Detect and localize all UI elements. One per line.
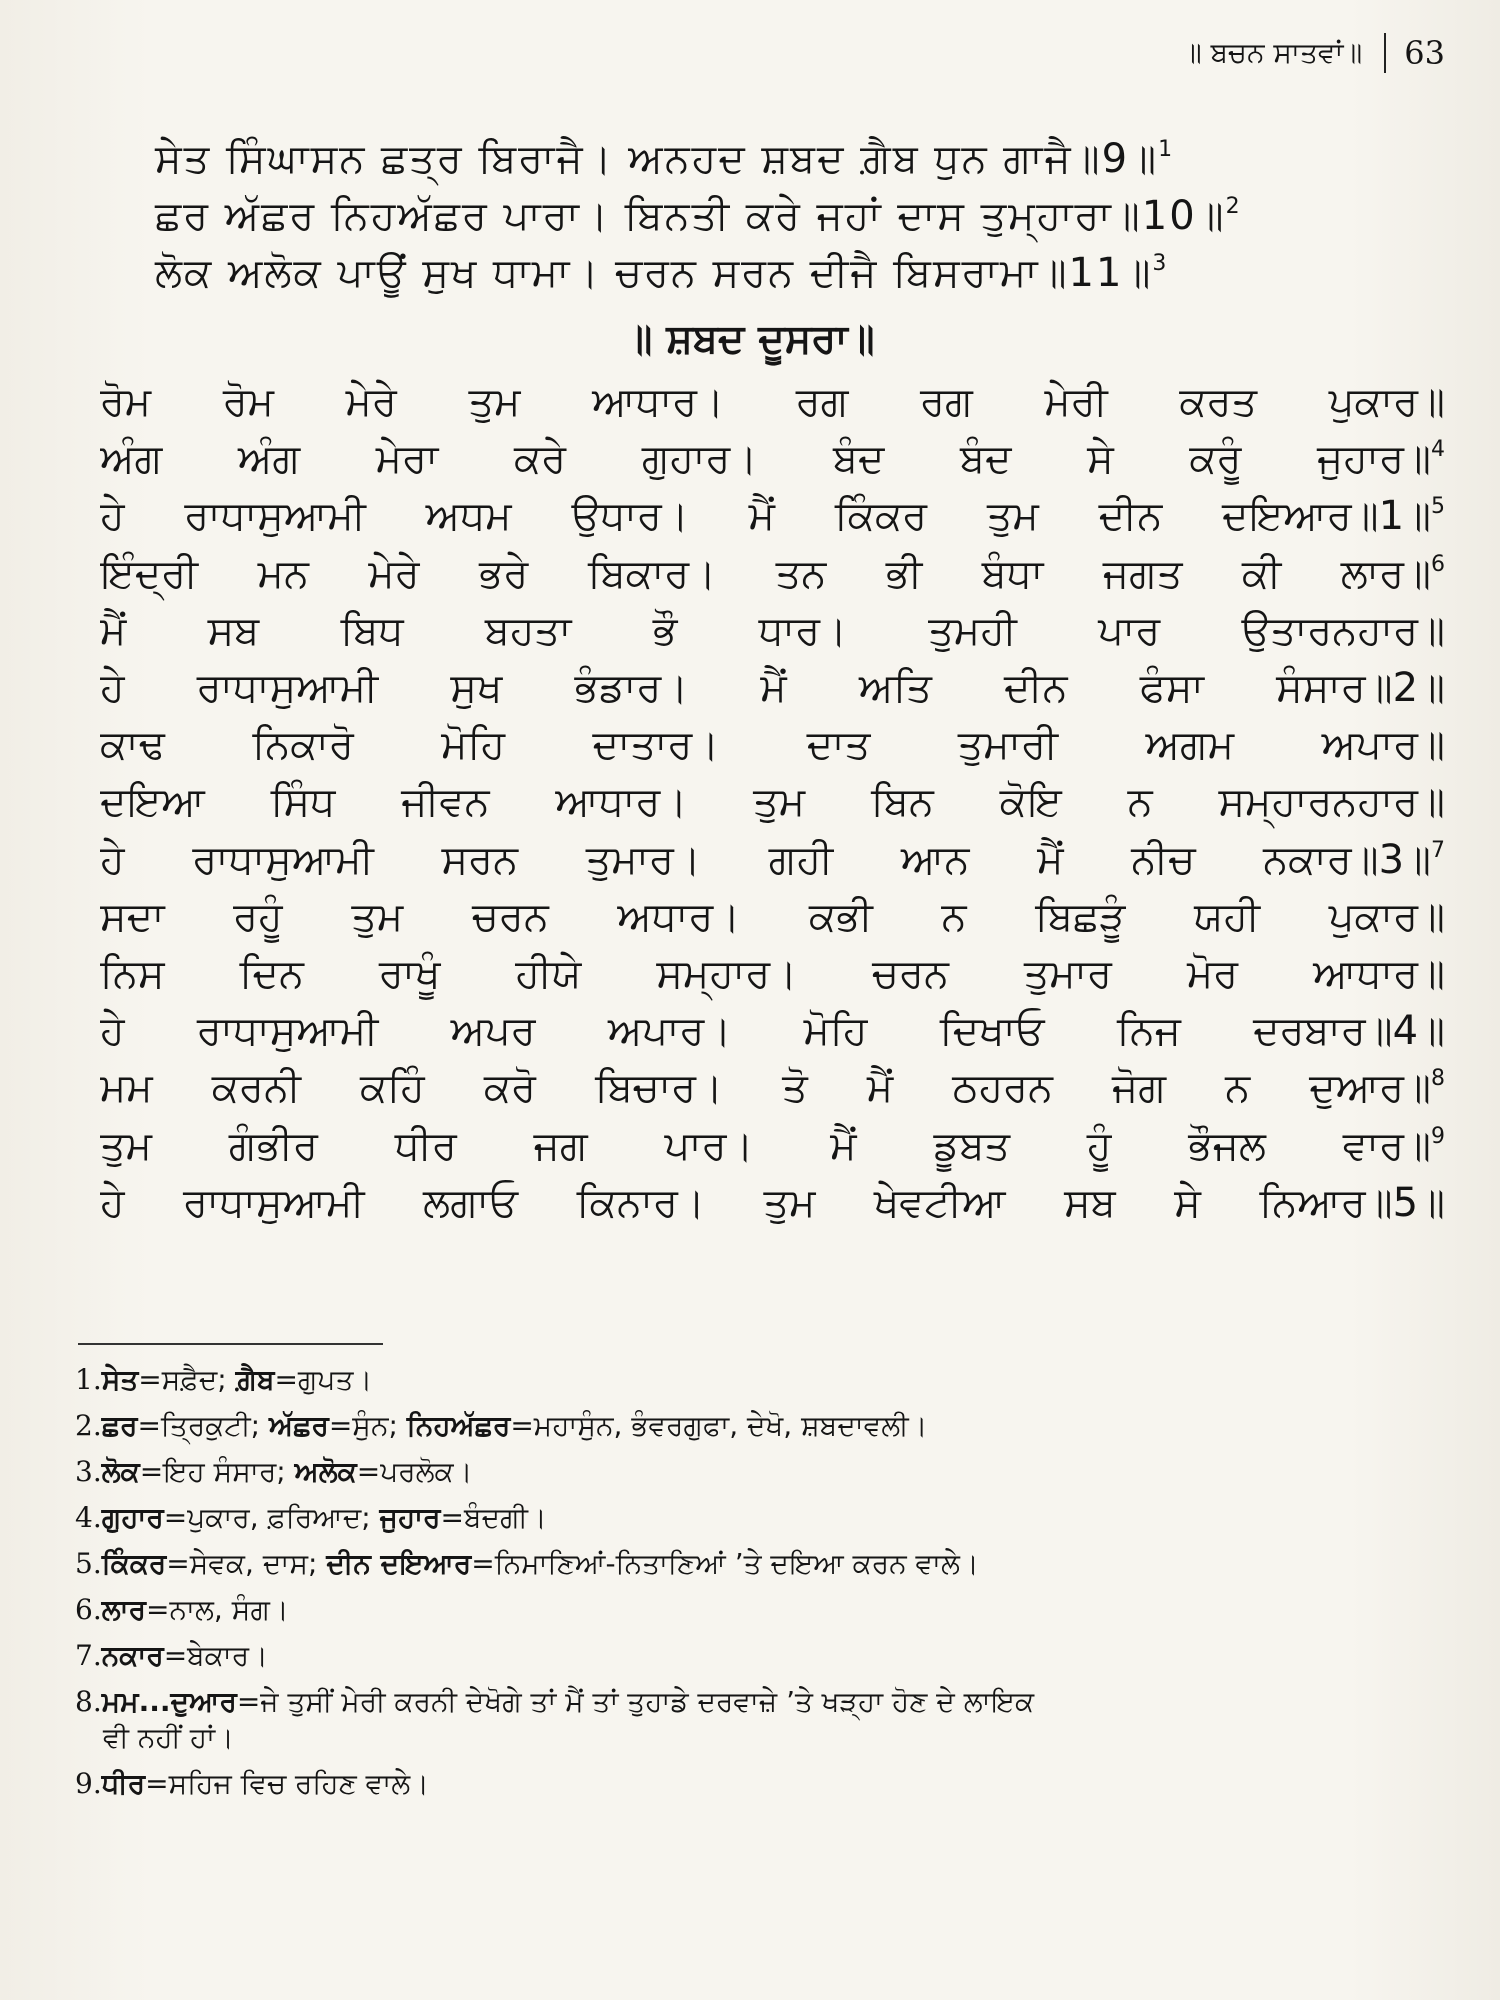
verse-text: ਹੇ ਰਾਧਾਸੁਆਮੀ ਅਪਰ ਅਪਾਰ। ਮੋਹਿ ਦਿਖਾਓ ਨਿਜ ਦਰਬਾਰ॥4॥ [100,1008,1445,1054]
verse-line [100,602,1445,660]
footnote-term: ਨਕਾਰ [101,1639,164,1672]
footnote-number: 9. [75,1767,102,1800]
footnote-definition: =ਮਹਾਸੁੰਨ, ਭੰਵਰਗੁਫਾ, ਦੇਖੋ, ਸ਼ਬਦਾਵਲੀ। [510,1409,928,1442]
footnote-number: 8. [75,1685,102,1718]
footnote-term: ਦੀਨ ਦਇਆਰ [326,1547,472,1580]
footnote-term: ਲੋਕ [101,1455,140,1488]
footnote-definition: =ਪਰਲੋਕ। [356,1455,473,1488]
page-number: 63 [1404,34,1445,72]
footnote-continuation: ਵੀ ਨਹੀਂ ਹਾਂ। [103,1721,234,1754]
footnote-ref: 4 [1431,437,1445,462]
footnote-term: ਮਮ...ਦੁਆਰ [101,1685,237,1718]
verse-line-intro [155,187,1385,245]
footnote-ref: 5 [1431,494,1445,519]
footnote-ref: 8 [1431,1066,1445,1091]
footnote-definition: =ਇਹ ਸੰਸਾਰ; [139,1455,295,1488]
footnote-number: 5. [75,1547,102,1580]
verse-line [100,430,1445,488]
verse-line [100,716,1445,774]
footnote-term: ਛਰ [101,1409,138,1442]
verse-line [100,888,1445,946]
verse-text: ਮਮ ਕਰਨੀ ਕਹਿੰ ਕਰੋ ਬਿਚਾਰ। ਤੋ ਮੈਂ ਠਹਰਨ ਜੋਗ ਨ ਦੁਆਰ॥ [100,1065,1431,1111]
footnote-number: 6. [75,1593,102,1626]
footnote-definition: =ਸੁੰਨ; [328,1409,407,1442]
verse-line-intro [155,130,1385,188]
verse-line [100,1117,1445,1175]
verse-line [100,659,1445,717]
verse-text: ਕਾਢ ਨਿਕਾਰੋ ਮੋਹਿ ਦਾਤਾਰ। ਦਾਤ ਤੁਮਾਰੀ ਅਗਮ ਅਪਾਰ॥ [100,722,1445,768]
footnote-number: 7. [75,1639,102,1672]
footnote-term: ਲਾਰ [101,1593,147,1626]
verse-line [100,1174,1445,1232]
footnote-definition: =ਬੇਕਾਰ। [163,1639,268,1672]
verse-text: ਸਦਾ ਰਹੂੰ ਤੁਮ ਚਰਨ ਅਧਾਰ। ਕਭੀ ਨ ਬਿਛੜੂੰ ਯਹੀ ਪੁਕਾਰ॥ [100,894,1445,940]
verse-text: ਨਿਸ ਦਿਨ ਰਾਖੂੰ ਹੀਯੇ ਸਮ੍ਹਾਰ। ਚਰਨ ਤੁਮਾਰ ਮੋਰ ਆਧਾਰ॥ [100,951,1445,997]
footnote-ref: 9 [1431,1124,1445,1149]
footnotes [75,1362,1455,1812]
chapter-title: ॥ ਬਚਨ ਸਾਤਵਾਂ॥ [1182,36,1363,69]
footnote-item [75,1766,1455,1802]
verse-line [100,1002,1445,1060]
footnote-term: ਅੱਛਰ [269,1409,329,1442]
footnote-item [75,1546,1455,1582]
verse-line [100,773,1445,831]
verse-line [100,1059,1445,1117]
footnote-number: 4. [75,1501,102,1534]
footnote-definition: =ਸਫ਼ੈਦ; [138,1363,236,1396]
verse-text: ਰੋਮ ਰੋਮ ਮੇਰੇ ਤੁਮ ਆਧਾਰ। ਰਗ ਰਗ ਮੇਰੀ ਕਰਤ ਪੁਕਾਰ॥ [100,379,1445,425]
verse-text: ਲੋਕ ਅਲੋਕ ਪਾਊਂ ਸੁਖ ਧਾਮਾ। ਚਰਨ ਸਰਨ ਦੀਜੈ ਬਿਸਰਾਮਾ॥11॥ [155,250,1153,296]
footnote-definition: =ਗੁਪਤ। [274,1363,373,1396]
verse-text: ਅੰਗ ਅੰਗ ਮੇਰਾ ਕਰੇ ਗੁਹਾਰ। ਬੰਦ ਬੰਦ ਸੇ ਕਰੂੰ ਜੁਹਾਰ॥ [100,436,1431,482]
footnote-definition: =ਨਾਲ, ਸੰਗ। [146,1593,289,1626]
footnote-number: 3. [75,1455,102,1488]
footnote-ref: 7 [1431,838,1445,863]
verse-text: ਹੇ ਰਾਧਾਸੁਆਮੀ ਲਗਾਓ ਕਿਨਾਰ। ਤੁਮ ਖੇਵਟੀਆ ਸਬ ਸੇ ਨਿਆਰ॥5॥ [100,1180,1445,1226]
footnote-term: ਗੁਹਾਰ [101,1501,164,1534]
footnote-ref: 3 [1152,251,1169,276]
footnote-item [75,1408,1455,1444]
verse-line [100,487,1445,545]
running-header [1183,28,1445,78]
footnote-definition: =ਪੁਕਾਰ, ਫ਼ਰਿਆਦ; [163,1501,380,1534]
footnote-definition: =ਜੇ ਤੁਸੀਂ ਮੇਰੀ ਕਰਨੀ ਦੇਖੋਗੇ ਤਾਂ ਮੈਂ ਤਾਂ ਤੁਹਾਡੇ ਦਰਵਾਜ਼ੇ ’ਤੇ ਖੜ੍ਹਾ ਹੋਣ ਦੇ ਲਾਇਕ [236,1685,1035,1718]
footnote-term: ਅਲੋਕ [294,1455,357,1488]
footnote-definition: =ਸਹਿਜ ਵਿਚ ਰਹਿਣ ਵਾਲੇ। [145,1767,430,1800]
verse-text: ਮੈਂ ਸਬ ਬਿਧ ਬਹਤਾ ਭੌ ਧਾਰ। ਤੁਮਹੀ ਪਾਰ ਉਤਾਰਨਹਾਰ॥ [100,608,1445,654]
verse-line [100,373,1445,431]
verse-text: ਸੇਤ ਸਿੰਘਾਸਨ ਛਤ੍ਰ ਬਿਰਾਜੈ। ਅਨਹਦ ਸ਼ਬਦ ਗ਼ੈਬ ਧੁਨ ਗਾਜੈ॥9॥ [155,136,1159,182]
verse-line [100,545,1445,603]
footnote-term: ਧੀਰ [101,1767,146,1800]
footnote-rule [78,1343,383,1345]
verse-text: ਹੇ ਰਾਧਾਸੁਆਮੀ ਸੁਖ ਭੰਡਾਰ। ਮੈਂ ਅਤਿ ਦੀਨ ਫੰਸਾ ਸੰਸਾਰ॥2॥ [100,665,1445,711]
verse-line [100,945,1445,1003]
footnote-ref: 1 [1158,137,1175,162]
footnote-item [75,1684,1455,1756]
footnote-number: 2. [75,1409,102,1442]
verse-text: ਤੁਮ ਗੰਭੀਰ ਧੀਰ ਜਗ ਪਾਰ। ਮੈਂ ਡੂਬਤ ਹੂੰ ਭੌਜਲ ਵਾਰ॥ [100,1123,1431,1169]
footnote-item [75,1454,1455,1490]
footnote-definition: =ਬੰਦਗੀ। [440,1501,547,1534]
section-title: ॥ ਸ਼ਬਦ ਦੂਸਰਾ॥ [625,316,875,362]
footnote-number: 1. [75,1363,102,1396]
footnote-item [75,1638,1455,1674]
footnote-term: ਨਿਹਅੱਛਰ [406,1409,511,1442]
footnote-term: ਗ਼ੈਬ [235,1363,275,1396]
footnote-definition: =ਨਿਮਾਣਿਆਂ-ਨਿਤਾਣਿਆਂ ’ਤੇ ਦਇਆ ਕਰਨ ਵਾਲੇ। [471,1547,979,1580]
footnote-item [75,1592,1455,1628]
footnote-term: ਸੇਤ [101,1363,139,1396]
verse-text: ਦਇਆ ਸਿੰਧ ਜੀਵਨ ਆਧਾਰ। ਤੁਮ ਬਿਨ ਕੋਇ ਨ ਸਮ੍ਹਾਰਨਹਾਰ॥ [100,779,1445,825]
footnote-item [75,1362,1455,1398]
footnote-definition: =ਸੇਵਕ, ਦਾਸ; [166,1547,327,1580]
verse-text: ਹੇ ਰਾਧਾਸੁਆਮੀ ਸਰਨ ਤੁਮਾਰ। ਗਹੀ ਆਨ ਮੈਂ ਨੀਚ ਨਕਾਰ॥3॥ [100,837,1431,883]
verse-line [100,831,1445,889]
footnote-term: ਕਿੰਕਰ [101,1547,167,1580]
footnote-ref: 6 [1431,552,1445,577]
footnote-ref: 2 [1225,194,1242,219]
footnote-definition: =ਤ੍ਰਿਕੁਟੀ; [137,1409,270,1442]
header-separator [1384,33,1386,73]
verse-text: ਹੇ ਰਾਧਾਸੁਆਮੀ ਅਧਮ ਉਧਾਰ। ਮੈਂ ਕਿੰਕਰ ਤੁਮ ਦੀਨ ਦਇਆਰ॥1॥ [100,493,1431,539]
verse-text: ਛਰ ਅੱਛਰ ਨਿਹਅੱਛਰ ਪਾਰਾ। ਬਿਨਤੀ ਕਰੇ ਜਹਾਂ ਦਾਸ ਤੁਮ੍ਹਾਰਾ॥10॥ [155,193,1226,239]
verse-line-intro [155,244,1385,302]
footnote-item [75,1500,1455,1536]
verse-text: ਇੰਦ੍ਰੀ ਮਨ ਮੇਰੇ ਭਰੇ ਬਿਕਾਰ। ਤਨ ਭੀ ਬੰਧਾ ਜਗਤ ਕੀ ਲਾਰ॥ [100,551,1431,597]
footnote-term: ਜੁਹਾਰ [379,1501,441,1534]
